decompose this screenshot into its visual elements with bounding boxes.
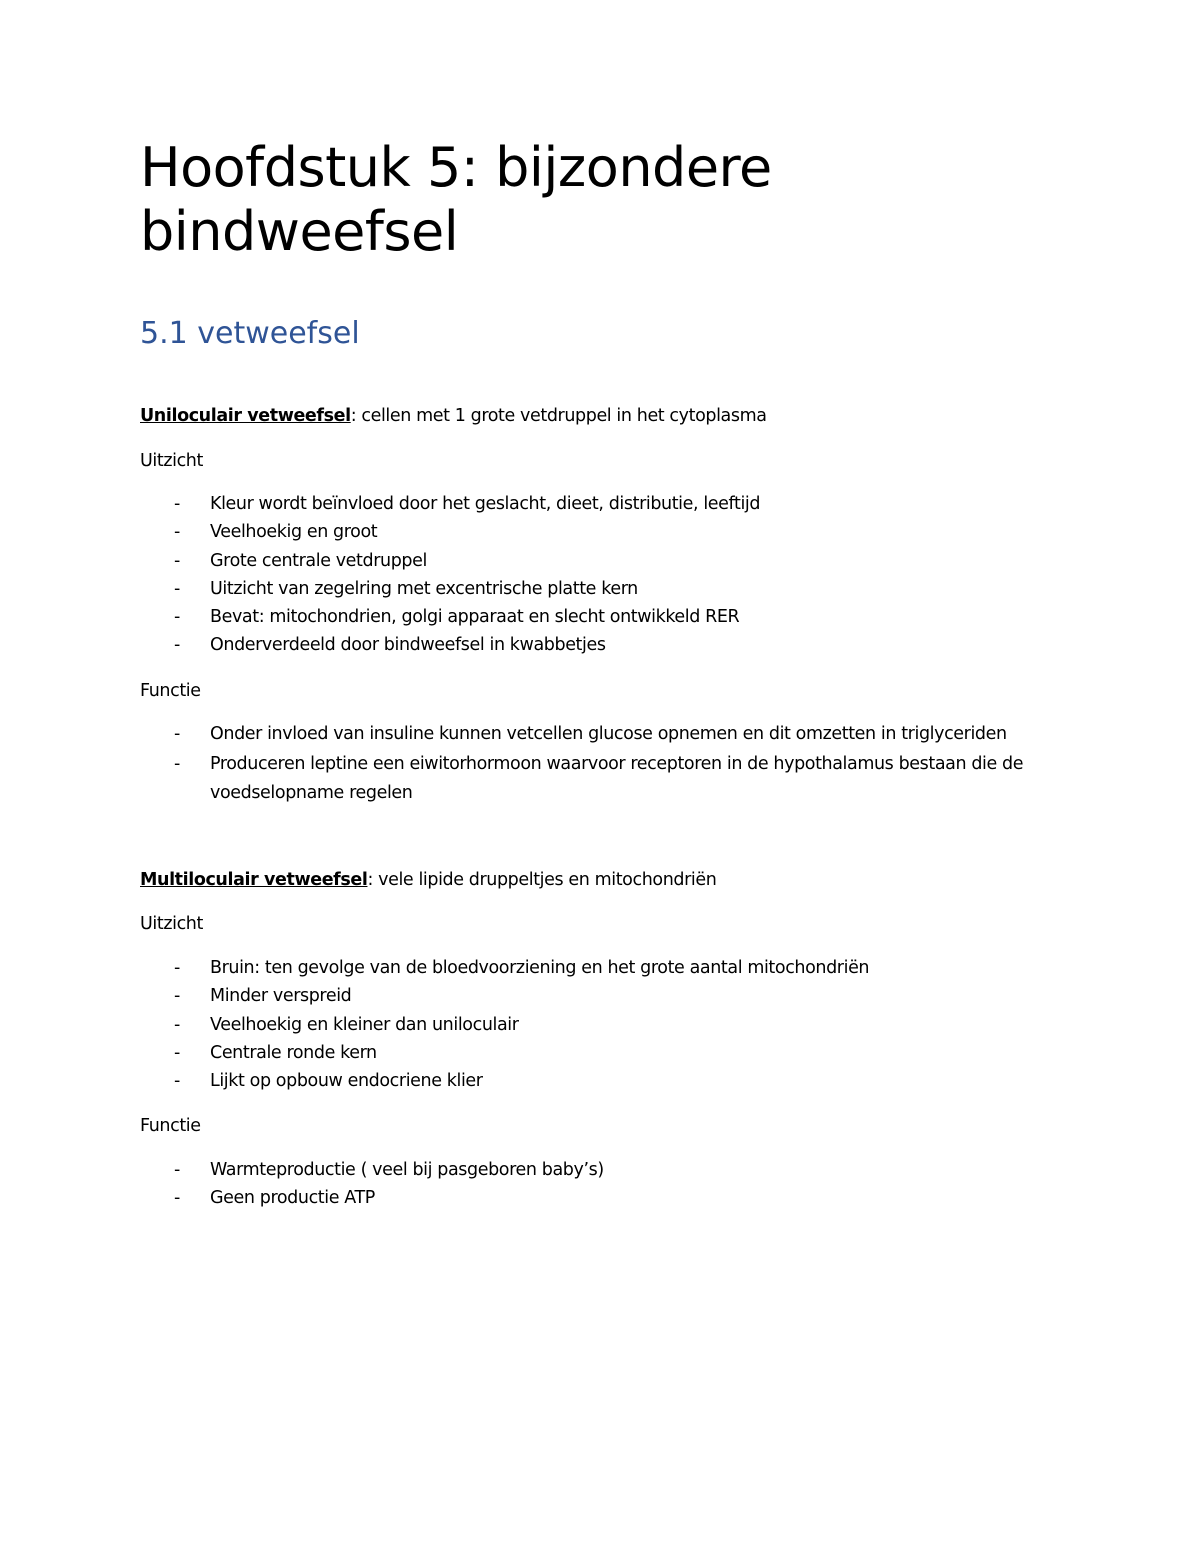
bullet-dash: - — [174, 550, 180, 571]
multiloculair-definition — [140, 868, 716, 892]
list-item: - Bruin: ten gevolge van de bloedvoorziening en het grote aantal mitochondriën — [140, 954, 1080, 982]
bullet-dash: - — [174, 754, 180, 775]
bullet-dash: - — [174, 1160, 180, 1180]
uniloculair-uitzicht-label: Uitzicht — [140, 451, 203, 471]
list-item: - Produceren leptine een eiwitorhormoon waarvoor receptoren in de hypothalamus bestaan die de voedselopname regelen — [140, 750, 1080, 807]
bullet-dash: - — [174, 635, 180, 656]
bullet-dash: - — [174, 724, 180, 744]
list-item: - Lijkt op opbouw endocriene klier — [140, 1067, 1080, 1095]
uniloculair-functie-list — [140, 720, 1080, 807]
bullet-dash: - — [174, 494, 180, 514]
list-item: - Onder invloed van insuline kunnen vetcellen glucose opnemen en dit omzetten in triglyceriden — [140, 720, 1080, 748]
multiloculair-uitzicht-label: Uitzicht — [140, 914, 203, 934]
bullet-dash: - — [174, 1188, 180, 1209]
multiloculair-uitzicht-list — [140, 954, 1080, 1095]
list-item: - Centrale ronde kern — [140, 1039, 1080, 1067]
bullet-dash: - — [174, 986, 180, 1007]
bullet-dash: - — [174, 1014, 180, 1035]
document-title: Hoofdstuk 5: bijzondere bindweefsel — [140, 136, 772, 263]
bullet-dash: - — [174, 607, 180, 628]
bullet-dash: - — [174, 522, 180, 543]
multiloculair-functie-label: Functie — [140, 1116, 201, 1136]
uniloculair-definition — [140, 404, 767, 428]
list-item: - Uitzicht van zegelring met excentrische platte kern — [140, 575, 1080, 603]
bullet-dash: - — [174, 958, 180, 978]
bullet-dash: - — [174, 1071, 180, 1092]
uniloculair-uitzicht-list — [140, 490, 1080, 660]
section-heading: 5.1 vetweefsel — [140, 316, 360, 351]
list-item: - Grote centrale vetdruppel — [140, 547, 1080, 575]
list-item: - Veelhoekig en kleiner dan uniloculair — [140, 1011, 1080, 1039]
multiloculair-functie-list — [140, 1156, 1080, 1213]
multiloculair-definition-text: : vele lipide druppeltjes en mitochondriën — [367, 870, 717, 890]
list-item: - Geen productie ATP — [140, 1184, 1080, 1212]
uniloculair-functie-label: Functie — [140, 681, 201, 701]
bullet-dash: - — [174, 1042, 180, 1063]
bullet-dash: - — [174, 578, 180, 599]
multiloculair-term: Multiloculair vetweefsel — [140, 870, 368, 890]
uniloculair-definition-text: : cellen met 1 grote vetdruppel in het cytoplasma — [350, 406, 767, 426]
list-item: - Veelhoekig en groot — [140, 518, 1080, 546]
list-item: - Minder verspreid — [140, 982, 1080, 1010]
list-item: - Onderverdeeld door bindweefsel in kwabbetjes — [140, 631, 1080, 659]
list-item: - Bevat: mitochondrien, golgi apparaat en slecht ontwikkeld RER — [140, 603, 1080, 631]
uniloculair-term: Uniloculair vetweefsel — [140, 406, 351, 426]
list-item: - Kleur wordt beïnvloed door het geslacht, dieet, distributie, leeftijd — [140, 490, 1080, 518]
list-item: - Warmteproductie ( veel bij pasgeboren baby’s) — [140, 1156, 1080, 1184]
